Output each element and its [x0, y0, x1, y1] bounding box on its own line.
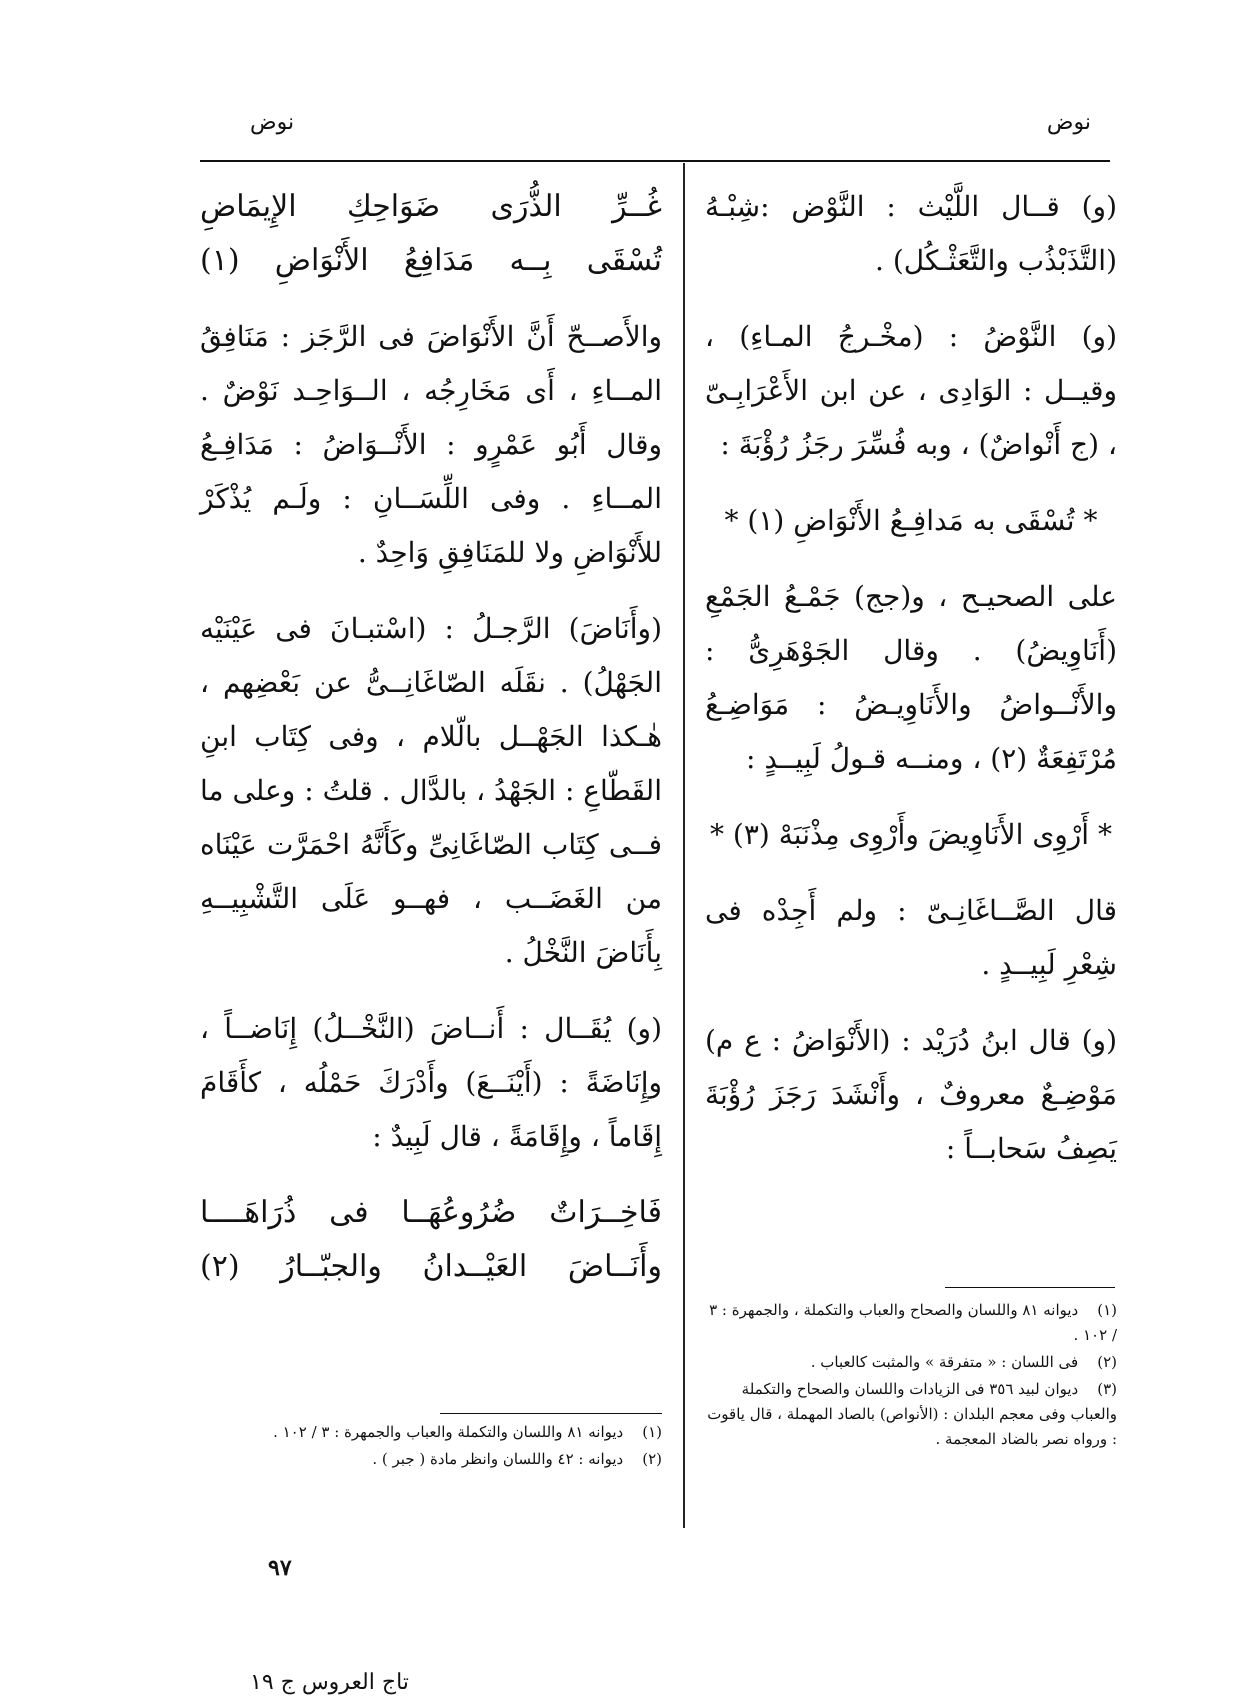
footnote [200, 1420, 662, 1445]
right-column [705, 180, 1117, 1198]
footnote-text: فى اللسان : « متفرقة » والمثبت كالعباب . [810, 1353, 1079, 1371]
footnote-text: ديوان لبيد ٣٥٦ فى الزيادات واللسان والصحاح والتكملة والعباب وفى معجم البلدان : (الأنواص) بالصاد المهملة ، قال ياقوت : ورواه نصر بالضاد المعجمة . [707, 1380, 1117, 1448]
verse-block [200, 180, 662, 288]
verse-hemistich: وأَنَــاضَ العَيْــدانُ والجبّــارُ (٢) [200, 1249, 662, 1284]
entry-paragraph: والأَصــحّ أَنَّ الأَنْوَاضَ فى الرَّجَز : مَنَافِقُ المــاءِ ، أَى مَخَارِجُه ، الــوَاحِـد نَوْضٌ . وقال أَبُو عَمْرٍو : الأَنْــوَاضُ : مَدَافِـعُ المــاءِ . وفى اللِّسَــانِ : ولَـم يُذْكَرْ للأَنْوَاضِ ولا للمَنَافِقِ وَاحِدٌ . [200, 320, 662, 569]
verse-hemistich: فَاخِــرَاتٌ ضُرُوعُهَــا فى ذُرَاهَــــا [200, 1195, 662, 1230]
verse-hemistich: تُسْقَى بِــه مَدَافِعُ الأَنْوَاضِ (١) [200, 243, 662, 278]
header-left-keyword: نوض [250, 110, 295, 135]
footnote-number: (١) [642, 1423, 662, 1441]
footnote [200, 1447, 662, 1472]
entry-paragraph: (و) قال ابنُ دُرَيْد : (الأَنْوَاضُ : ع م) مَوْضِـعٌ معروفٌ ، وأَنْشَدَ رَجَزَ رُؤْبَةَ يَصِفُ سَحابــاً : [705, 1024, 1117, 1165]
verse-hemistich: غُــرِّ الذُّرَى ضَوَاحِكِ الإِيمَاضِ [200, 189, 662, 224]
footnote-text: ديوانه ٨١ واللسان والصحاح والعباب والتكملة ، والجمهرة : ٣ / ١٠٢ . [709, 1301, 1117, 1344]
header-rule [200, 160, 1110, 162]
footnote-number: (٢) [642, 1450, 662, 1468]
book-signature: تاج العروس ج ١٩ [250, 1670, 409, 1695]
footnotes-right [705, 1298, 1117, 1454]
verse-line: * أَرْوِى الأَنَاوِيضَ وأَرْوِى مِذْنَبَهْ (٣) * [710, 818, 1112, 851]
footnote-rule-left [440, 1413, 662, 1414]
footnote-number: (٢) [1097, 1353, 1117, 1371]
entry-paragraph: (و) يُقَــال : أَنــاضَ (النَّخْــلُ) إِنَاضــاً ، وإِنَاضَةً : (أَيْنَــعَ) وأَدْرَكَ حَمْلُه ، كأَقَامَ إِقَاماً ، وإِقَامَةً ، قال لَبِيدٌ : [200, 1012, 662, 1153]
footnotes-left [200, 1420, 662, 1474]
footnote-number: (٣) [1097, 1380, 1117, 1398]
header-right-keyword: نوض [1046, 110, 1091, 135]
entry-paragraph: (وأَنَاضَ) الرَّجـلُ : (اسْتبـانَ فى عَيْنَيْه الجَهْلُ) . نقَلَه الصّاغَانِــىُّ عن بَعْضِهم ، هٰـكذا الجَهْــل بالّلام ، وفى كِتَاب ابنِ القَطّاعِ : الجَهْدُ ، بالدَّال . قلتُ : وعلى ما فــى كِتَاب الصّاغَانِىِّ وكَأَنَّهُ احْمَرَّت عَيْنَاه من الغَضَــب ، فهــو عَلَى التَّشْبِيــهِ بِأَنَاضَ النَّخْلُ . [200, 612, 662, 969]
footnote-number: (١) [1097, 1301, 1117, 1319]
footnote-text: ديوانه : ٤٢ واللسان وانظر مادة ( جبر ) . [372, 1450, 624, 1468]
column-divider [683, 163, 685, 1528]
left-column [200, 180, 662, 1316]
verse-block [200, 1186, 662, 1294]
entry-paragraph: (و) النَّوْضُ : (مخْـرجُ المـاءِ) ، وقيــل : الوَادِى ، عن ابن الأَعْرَابِـىّ ، (ج أَنْواضٌ) ، وبه فُسِّرَ رجَزُ رُؤْبَةَ : [705, 320, 1117, 461]
entry-paragraph: على الصحيـح ، و(جج) جَمْـعُ الجَمْعِ (أَنَاوِيضُ) . وقال الجَوْهَرِىُّ : والأَنْــواضُ والأَنَاوِيـضُ : مَوَاضِـعُ مُرْتَفِعَةٌ (٢) ، ومنــه قـولُ لَبِيــدٍ : [705, 580, 1117, 775]
entry-paragraph: قال الصَّــاغَانِـىّ : ولم أَجِدْه فى شِعْرِ لَبِيــدٍ . [705, 894, 1117, 981]
footnote [705, 1298, 1117, 1348]
footnote [705, 1350, 1117, 1375]
entry-paragraph: (و) قــال اللَّيْث : النَّوْض :شِبْـهُ (التَّذَبْذُب والتَّعَثْـكُل) . [705, 190, 1117, 277]
verse-line: * تُسْقَى به مَدافِـعُ الأَنْوَاضِ (١) * [724, 504, 1098, 537]
footnote [705, 1377, 1117, 1452]
footnote-text: ديوانه ٨١ واللسان والتكملة والعباب والجمهرة : ٣ / ١٠٢ . [273, 1423, 624, 1441]
footnote-rule-right [945, 1287, 1115, 1288]
page-number: ٩٧ [268, 1555, 292, 1581]
